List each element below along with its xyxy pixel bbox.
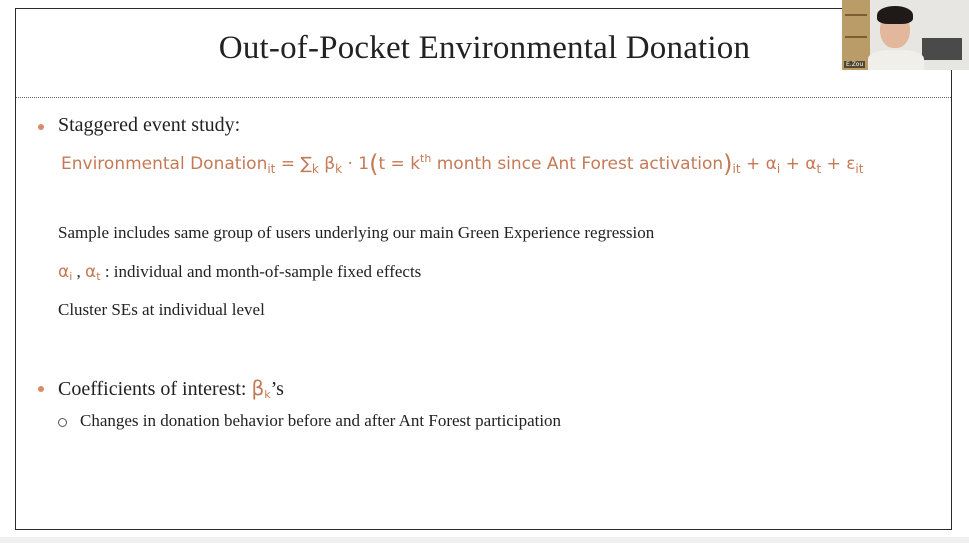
- eq-alpha-t: + α: [780, 154, 817, 174]
- fe-description: : individual and month-of-sample fixed effects: [100, 262, 422, 281]
- eq-paren-sub: it: [732, 162, 741, 176]
- fe-separator: ,: [72, 262, 86, 281]
- webcam-person-hair: [877, 6, 913, 24]
- eq-epsilon: + ε: [821, 154, 856, 174]
- eq-lhs-sub: it: [267, 162, 276, 176]
- eq-indicator: · 1: [342, 154, 370, 174]
- webcam-name-tag: E.Zou: [846, 61, 864, 68]
- coeff-beta: [251, 376, 270, 400]
- eq-equals-sum: = ∑: [275, 154, 312, 174]
- eq-epsilon-sub: it: [855, 162, 864, 176]
- fe-alpha-t: [85, 262, 101, 282]
- sub-bullet-circle: [58, 418, 67, 427]
- sample-note: Sample includes same group of users underlying our main Green Experience regression: [58, 223, 655, 242]
- eq-inside-sup: th: [420, 152, 432, 165]
- webcam-person-body: [868, 50, 924, 70]
- bullet-dot-1: [38, 124, 44, 130]
- eq-inside-a: t = k: [378, 154, 421, 174]
- eq-beta-sub: k: [335, 162, 343, 176]
- coeff-beta-symbol: β: [251, 376, 265, 400]
- eq-inside-b: month since Ant Forest activation: [431, 154, 724, 174]
- fe-alpha-t-sub: t: [96, 270, 101, 283]
- slide-title: Out-of-Pocket Environmental Donation: [218, 30, 751, 66]
- bullet-coefficients: [58, 376, 284, 401]
- eq-sum-sub: k: [311, 162, 319, 176]
- webcam-thumbnail[interactable]: [842, 0, 969, 70]
- eq-paren-close: ): [723, 150, 733, 178]
- fe-alpha-i: [58, 262, 72, 282]
- event-study-equation: [61, 150, 863, 178]
- title-divider: [16, 97, 951, 98]
- bullet-staggered-event-study: Staggered event study:: [58, 114, 241, 136]
- fe-alpha-i-symbol: α: [58, 262, 70, 282]
- eq-alpha-t-sub: t: [816, 162, 822, 176]
- webcam-background-monitor: [922, 38, 962, 60]
- coeff-beta-sub: k: [264, 388, 271, 401]
- cluster-note: Cluster SEs at individual level: [58, 300, 265, 319]
- coeff-label: Coefficients of interest:: [58, 378, 252, 400]
- webcam-shelf-board: [845, 14, 867, 16]
- coeff-suffix: ’s: [270, 378, 284, 400]
- eq-alpha-i-sub: i: [776, 162, 781, 176]
- eq-beta: β: [318, 154, 336, 174]
- bullet-dot-2: [38, 386, 44, 392]
- webcam-shelf-board: [845, 36, 867, 38]
- fe-alpha-t-symbol: α: [85, 262, 97, 282]
- webcam-bookshelf: [842, 0, 870, 70]
- fe-alpha-i-sub: i: [69, 270, 73, 283]
- eq-lhs: Environmental Donation: [61, 154, 268, 174]
- eq-paren-open: (: [369, 150, 379, 178]
- bottom-strip: [0, 537, 969, 543]
- sub-bullet-changes: Changes in donation behavior before and after Ant Forest participation: [80, 411, 562, 430]
- fixed-effects-note: [58, 262, 421, 283]
- eq-alpha-i: + α: [740, 154, 777, 174]
